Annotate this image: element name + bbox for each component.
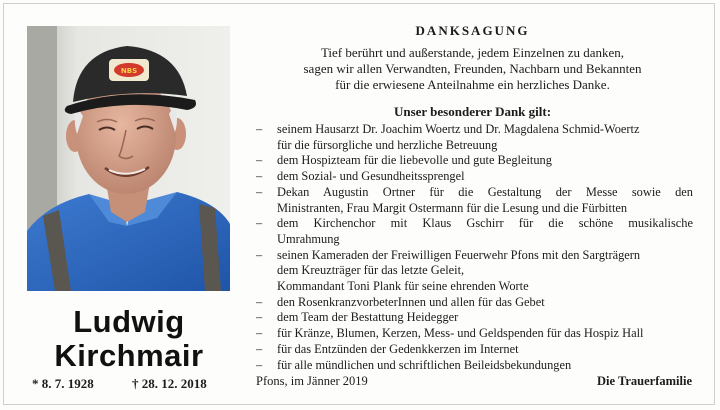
- heading: DANKSAGUNG: [415, 23, 530, 38]
- intro-line: für die erwiesene Anteilnahme ein herzliches Danke.: [335, 77, 610, 92]
- list-item: [256, 358, 693, 374]
- list-item: [256, 310, 693, 326]
- list-item: [256, 248, 693, 295]
- list-item-line: – dem Kirchenchor mit Klaus Gschirr für die schöne musikalische: [277, 216, 693, 231]
- intro-line: sagen wir allen Verwandten, Freunden, Nachbarn und Bekannten: [303, 61, 642, 76]
- list-item-line: – dem Hospizteam für die liebevolle und gute Begleitung: [277, 153, 552, 168]
- signature: Die Trauerfamilie: [597, 374, 692, 388]
- death-date: † 28. 12. 2018: [132, 376, 207, 391]
- intro-line: Tief berührt und außerstande, jedem Einzelnen zu danken,: [320, 45, 625, 60]
- list-item-line: Kommandant Toni Plank für seine ehrenden Worte: [277, 279, 529, 294]
- portrait-photo: [27, 26, 230, 291]
- portrait-image: [27, 26, 230, 291]
- list-item: [256, 326, 693, 342]
- list-item-line: – für alle mündlichen und schriftlichen Beileidsbekundungen: [277, 357, 572, 372]
- svg-text:NBS: NBS: [120, 67, 138, 75]
- list-item-line: – dem Sozial- und Gesundheitssprengel: [277, 169, 465, 184]
- birth-date: * 8. 7. 1928: [32, 376, 94, 391]
- list-item: [256, 185, 693, 216]
- list-item-line: Umrahmung: [277, 231, 340, 246]
- list-item: [256, 153, 693, 169]
- list-item-line: – für Kränze, Blumen, Kerzen, Mess- und Geldspenden für das Hospiz Hall: [277, 326, 644, 341]
- list-item: [256, 216, 693, 247]
- list-item-line: – Dekan Augustin Ortner für die Gestaltung der Messe sowie den: [277, 184, 693, 199]
- intro-text: [250, 45, 695, 93]
- list-item: [256, 295, 693, 311]
- list-item-line: für die fürsorgliche und herzliche Betreuung: [277, 137, 498, 152]
- list-item-line: Ministranten, Frau Margit Ostermann für die Lesung und die Fürbitten: [277, 200, 628, 215]
- deceased-last-name: Kirchmair: [54, 338, 204, 373]
- list-item-line: dem Kreuzträger für das letzte Geleit,: [277, 263, 465, 278]
- subheading: Unser besonderer Dank gilt:: [393, 104, 552, 119]
- thanks-list: [256, 122, 693, 373]
- deceased-first-name: Ludwig: [73, 304, 185, 339]
- list-item-line: – seinen Kameraden der Freiwilligen Feuerwehr Pfons mit den Sargträgern: [277, 247, 641, 262]
- list-item-line: – für das Entzünden der Gedenkkerzen im Internet: [277, 341, 519, 356]
- list-item: [256, 342, 693, 358]
- list-item-line: – seinem Hausarzt Dr. Joachim Woertz und Dr. Magdalena Schmid-Woertz: [277, 122, 640, 136]
- place-date: Pfons, im Jänner 2019: [256, 374, 368, 388]
- list-item: [256, 169, 693, 185]
- list-item-line: – dem Team der Bestattung Heidegger: [277, 310, 459, 325]
- list-item: [256, 122, 693, 153]
- list-item-line: – den RosenkranzvorbeterInnen und allen für das Gebet: [277, 294, 545, 309]
